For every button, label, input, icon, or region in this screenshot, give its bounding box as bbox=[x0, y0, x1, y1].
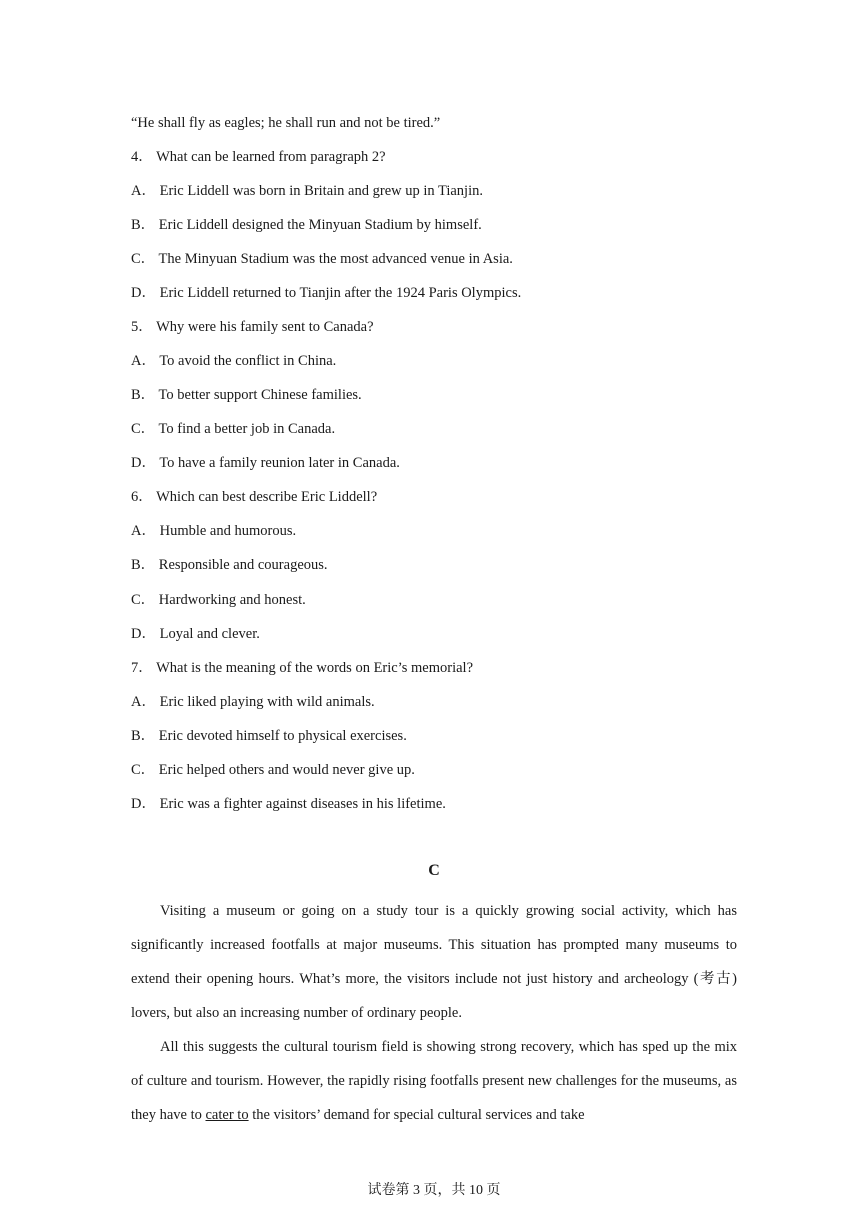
answer-option: A． Eric liked playing with wild animals. bbox=[131, 694, 375, 710]
answer-option: A． To avoid the conflict in China. bbox=[131, 353, 337, 369]
underlined-phrase: cater to bbox=[205, 1107, 249, 1123]
answer-option: A． Eric Liddell was born in Britain and grew up in Tianjin. bbox=[131, 183, 483, 199]
question-stem: 5． Why were his family sent to Canada? bbox=[131, 319, 374, 335]
answer-option: B． Eric Liddell designed the Minyuan Stadium by himself. bbox=[131, 217, 482, 233]
answer-option: D． Eric was a fighter against diseases in his lifetime. bbox=[131, 796, 446, 812]
question-stem: 4． What can be learned from paragraph 2? bbox=[131, 149, 386, 165]
question-stem: 7． What is the meaning of the words on Eric’s memorial? bbox=[131, 660, 474, 676]
answer-option: B． Eric devoted himself to physical exercises. bbox=[131, 728, 407, 744]
answer-option: C． To find a better job in Canada. bbox=[131, 421, 336, 437]
paragraph-text: Visiting a museum or going on a study tour is a quickly growing social activity, which has significantly increased footfalls at major museums. This situation has prompted many museums to extend their opening hours. What’s more, the visitors include not just history and archeology (考古) lovers, but also an increasing number of ordinary people. bbox=[131, 903, 737, 1021]
page-footer: 试卷第 3 页，共 10 页 bbox=[367, 1183, 501, 1198]
answer-option: C． Eric helped others and would never give up. bbox=[131, 762, 415, 778]
paragraph-text: All this suggests the cultural tourism field is showing strong recovery, which has sped up the mix of culture and tourism. However, the rapidly rising footfalls present new challenges for the museums, as they have to bbox=[131, 1039, 737, 1123]
answer-option: D． Loyal and clever. bbox=[131, 626, 260, 642]
passage-paragraph bbox=[131, 894, 737, 1030]
paragraph-text: the visitors’ demand for special cultural services and take bbox=[248, 1107, 585, 1123]
answer-option: C． The Minyuan Stadium was the most advanced venue in Asia. bbox=[131, 251, 513, 267]
question-stem: 6． Which can best describe Eric Liddell? bbox=[131, 489, 378, 505]
answer-option: D． Eric Liddell returned to Tianjin after the 1924 Paris Olympics. bbox=[131, 285, 522, 301]
answer-option: C． Hardworking and honest. bbox=[131, 592, 306, 608]
section-heading: C bbox=[428, 862, 440, 879]
quote-line: “He shall fly as eagles; he shall run and not be tired.” bbox=[131, 115, 441, 131]
answer-option: A． Humble and humorous. bbox=[131, 523, 297, 539]
answer-option: D． To have a family reunion later in Canada. bbox=[131, 455, 400, 471]
answer-option: B． Responsible and courageous. bbox=[131, 557, 328, 573]
passage-paragraph bbox=[131, 1030, 737, 1132]
answer-option: B． To better support Chinese families. bbox=[131, 387, 362, 403]
